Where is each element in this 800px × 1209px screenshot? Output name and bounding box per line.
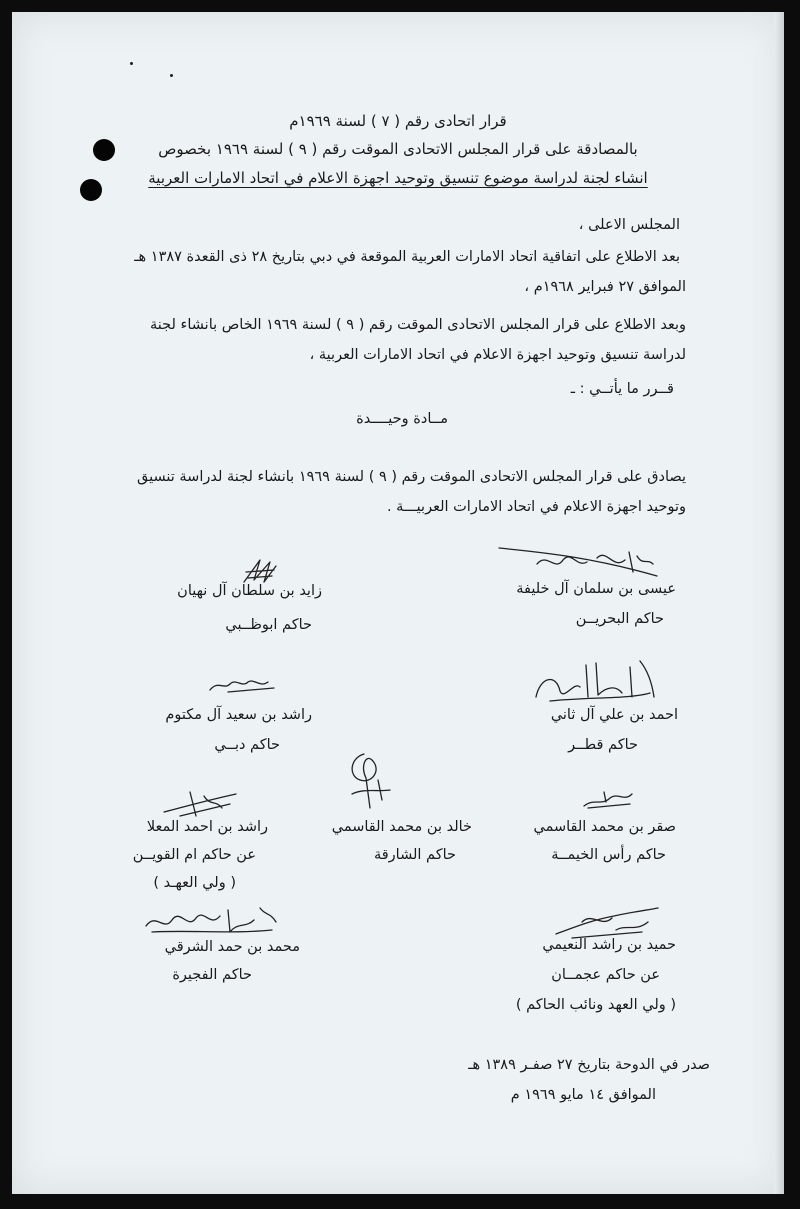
signatory-note: ( ولي العهـد ) (153, 875, 236, 891)
decree-title: قرار اتحادى رقم ( ٧ ) لسنة ١٩٦٩م (289, 112, 507, 130)
signatory-name: راشد بن احمد المعلا (146, 819, 268, 835)
corresponding-date: الموافق ١٤ مايو ١٩٦٩ م (510, 1087, 656, 1103)
issued-line: صدر في الدوحة بتاريخ ٢٧ صفـر ١٣٨٩ هـ (468, 1057, 710, 1073)
signatory-name: احمد بن علي آل ثاني (550, 707, 678, 723)
council-line: المجلس الاعلى ، (578, 217, 680, 233)
signatory-title: عن حاكم عجمــان (551, 967, 660, 983)
document-page (12, 12, 784, 1194)
signatory-title: حاكم البحريــن (575, 611, 664, 627)
signature-rashid-saeed (208, 676, 278, 694)
signature-saqr (582, 788, 634, 810)
signatory-name: محمد بن حمد الشرقي (164, 939, 300, 955)
signatory-name: عيسى بن سلمان آل خليفة (516, 581, 676, 597)
signatory-title: حاكم رأس الخيمــة (551, 847, 666, 863)
article-heading: مــادة وحيــــدة (356, 411, 448, 427)
signatory-note: ( ولي العهد ونائب الحاكم ) (515, 997, 676, 1013)
signatory-name: حميد بن راشد النعيمي (542, 937, 676, 953)
signatory-name: زايد بن سلطان آل نهيان (177, 583, 322, 599)
speck (170, 74, 173, 77)
para1-line1: بعد الاطلاع على اتفاقية اتحاد الامارات العربية الموقعة في دبي بتاريخ ٢٨ ذى القعدة ١٣٨٧ هـ (134, 249, 680, 265)
paper-edge (774, 12, 784, 1194)
signatory-name: خالد بن محمد القاسمي (331, 819, 472, 835)
signatory-title: حاكم قطــر (568, 737, 638, 753)
signatory-title: حاكم دبــي (214, 737, 280, 753)
para2-line1: وبعد الاطلاع على قرار المجلس الاتحادى الموقت رقم ( ٩ ) لسنة ١٩٦٩ الخاص بانشاء لجنة (149, 317, 686, 333)
article-line2: وتوحيد اجهزة الاعلام في اتحاد الامارات العربيـــة . (386, 499, 686, 515)
signatory-title: حاكم الشارقة (373, 847, 456, 863)
signature-khalid (342, 750, 398, 812)
decree-subtitle-line1: بالمصادقة على قرار المجلس الاتحادى الموقت رقم ( ٩ ) لسنة ١٩٦٩ بخصوص (158, 140, 638, 158)
signature-mohammed (142, 902, 282, 938)
signatory-name: صقر بن محمد القاسمي (533, 819, 676, 835)
speck (130, 62, 133, 65)
para1-line2: الموافق ٢٧ فبراير ١٩٦٨م ، (524, 279, 686, 295)
decided-line: قــرر ما يأتــي : ـ (570, 381, 674, 397)
article-line1: يصادق على قرار المجلس الاتحادى الموقت رقم ( ٩ ) لسنة ١٩٦٩ بانشاء لجنة لدراسة تنسيق (136, 469, 686, 485)
signatory-name: راشد بن سعيد آل مكتوم (165, 707, 312, 723)
signatory-title: عن حاكم ام القويــن (132, 847, 256, 863)
para2-line2: لدراسة تنسيق وتوحيد اجهزة الاعلام في اتحاد الامارات العربية ، (309, 347, 686, 363)
signatory-title: حاكم ابوظــبي (225, 617, 312, 633)
signature-rashid-ahmed (160, 786, 240, 820)
decree-subtitle-line2: انشاء لجنة لدراسة موضوع تنسيق وتوحيد اجهزة الاعلام في اتحاد الامارات العربية (148, 169, 648, 187)
signature-ahmed (530, 657, 660, 705)
signatory-title: حاكم الفجيرة (172, 967, 252, 983)
